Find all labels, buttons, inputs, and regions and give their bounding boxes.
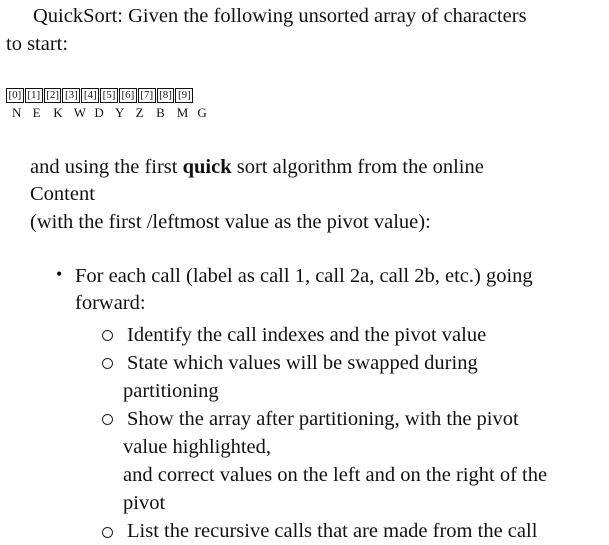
sub-bullet-icon (102, 414, 113, 425)
sub-bullet-icon (102, 330, 113, 341)
para-text: and using the first (30, 156, 183, 178)
array-value: W (73, 105, 87, 120)
bullet-dot: • (56, 264, 63, 284)
subitem-3-line-1: Show the array after partitioning, with the pivot (127, 408, 519, 430)
para-text: sort algorithm from the online (231, 156, 484, 178)
subitem-4: List the recursive calls that are made from the call (127, 520, 538, 542)
array-value: E (32, 105, 42, 120)
subitem-2-line-1: State which values will be swapped during (127, 352, 478, 374)
subitem-3-line-2: value highlighted, (123, 436, 272, 458)
array-values-row (12, 105, 218, 121)
array-index-cell: [5] (100, 88, 118, 103)
para-line-1 (30, 155, 484, 179)
array-index-cell: [8] (157, 88, 175, 103)
array-value: Y (114, 105, 125, 120)
subitem-3-line-4: pivot (123, 492, 166, 514)
array-value: N (12, 105, 22, 120)
array-value: D (94, 105, 105, 120)
intro-line-1: QuickSort: Given the following unsorted array of characters (33, 5, 527, 27)
sub-bullet-icon (102, 527, 113, 538)
array-value: M (176, 105, 189, 120)
array-value: B (156, 105, 166, 120)
array-index-cell: [9] (175, 88, 193, 103)
intro-line-2: to start: (6, 33, 69, 55)
bullet-line-1: For each call (label as call 1, call 2a, call 2b, etc.) going (75, 265, 533, 287)
array-index-row (6, 88, 194, 103)
array-index-cell: [7] (138, 88, 156, 103)
para-bold-quick: quick (182, 156, 232, 178)
array-value: Z (135, 105, 145, 120)
subitem-2-line-2: partitioning (123, 380, 219, 402)
subitem-3-line-3: and correct values on the left and on the right of the (123, 464, 548, 486)
array-index-cell: [1] (25, 88, 43, 103)
sub-bullet-icon (102, 358, 113, 369)
bullet-line-2: forward: (75, 292, 146, 314)
para-line-3: (with the first /leftmost value as the pivot value): (30, 211, 431, 233)
array-index-cell: [6] (119, 88, 137, 103)
subitem-1: Identify the call indexes and the pivot value (127, 324, 487, 346)
array-index-cell: [0] (6, 88, 24, 103)
array-index-cell: [3] (62, 88, 80, 103)
array-index-cell: [2] (44, 88, 62, 103)
array-index-cell: [4] (81, 88, 99, 103)
array-value: G (197, 105, 208, 120)
para-line-2: Content (30, 183, 95, 205)
array-value: K (53, 105, 64, 120)
